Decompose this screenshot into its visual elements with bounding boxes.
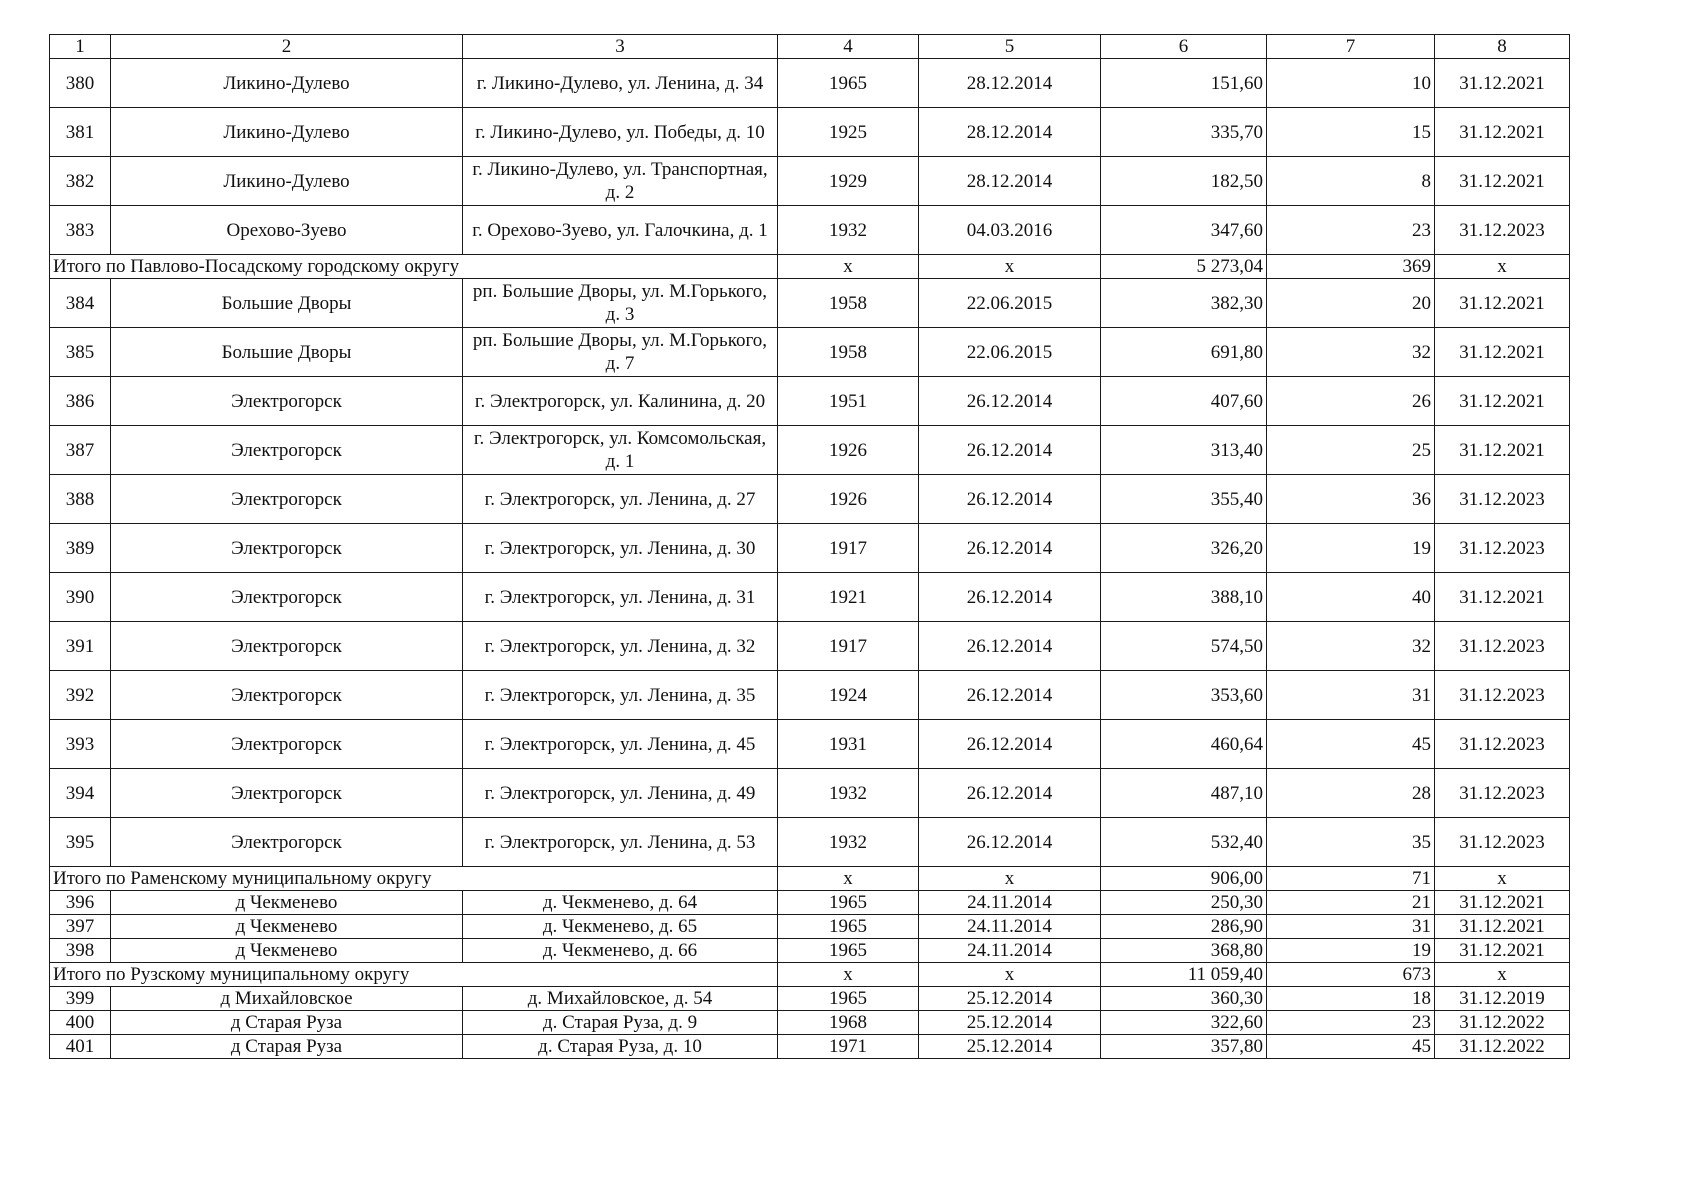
area-cell: 382,30 bbox=[1101, 279, 1267, 328]
subtotal-label: Итого по Рузскому муниципальному округу bbox=[50, 963, 778, 987]
area-cell: 357,80 bbox=[1101, 1035, 1267, 1059]
people-cell: 45 bbox=[1267, 720, 1435, 769]
subtotal-label: Итого по Павлово-Посадскому городскому округу bbox=[50, 255, 778, 279]
locality-cell: Электрогорск bbox=[111, 426, 463, 475]
address-cell: г. Электрогорск, ул. Ленина, д. 27 bbox=[463, 475, 778, 524]
deadline-cell: 31.12.2021 bbox=[1435, 426, 1570, 475]
people-cell: 31 bbox=[1267, 671, 1435, 720]
deadline-cell: 31.12.2023 bbox=[1435, 206, 1570, 255]
people-cell: 20 bbox=[1267, 279, 1435, 328]
subtotal-row bbox=[50, 963, 1570, 987]
table-row bbox=[50, 206, 1570, 255]
locality-cell: Электрогорск bbox=[111, 573, 463, 622]
row-number-cell: 399 bbox=[50, 987, 111, 1011]
table-row bbox=[50, 1035, 1570, 1059]
locality-cell: Электрогорск bbox=[111, 720, 463, 769]
date-cell: 26.12.2014 bbox=[919, 573, 1101, 622]
address-cell: г. Электрогорск, ул. Ленина, д. 35 bbox=[463, 671, 778, 720]
date-cell: 04.03.2016 bbox=[919, 206, 1101, 255]
table-row bbox=[50, 377, 1570, 426]
table-row bbox=[50, 59, 1570, 108]
year-cell: 1917 bbox=[778, 622, 919, 671]
row-number-cell: 401 bbox=[50, 1035, 111, 1059]
deadline-cell: х bbox=[1435, 867, 1570, 891]
locality-cell: Ликино-Дулево bbox=[111, 157, 463, 206]
area-cell: 335,70 bbox=[1101, 108, 1267, 157]
deadline-cell: 31.12.2021 bbox=[1435, 939, 1570, 963]
people-cell: 40 bbox=[1267, 573, 1435, 622]
locality-cell: Электрогорск bbox=[111, 524, 463, 573]
row-number-cell: 383 bbox=[50, 206, 111, 255]
row-number-cell: 394 bbox=[50, 769, 111, 818]
deadline-cell: 31.12.2019 bbox=[1435, 987, 1570, 1011]
table-row bbox=[50, 108, 1570, 157]
area-cell: 691,80 bbox=[1101, 328, 1267, 377]
row-number-cell: 389 bbox=[50, 524, 111, 573]
deadline-cell: 31.12.2021 bbox=[1435, 279, 1570, 328]
address-cell: д. Старая Руза, д. 9 bbox=[463, 1011, 778, 1035]
address-cell: г. Электрогорск, ул. Ленина, д. 53 bbox=[463, 818, 778, 867]
address-cell: г. Электрогорск, ул. Ленина, д. 30 bbox=[463, 524, 778, 573]
year-cell: 1932 bbox=[778, 769, 919, 818]
year-cell: 1965 bbox=[778, 891, 919, 915]
area-cell: 250,30 bbox=[1101, 891, 1267, 915]
area-cell: 286,90 bbox=[1101, 915, 1267, 939]
date-cell: 25.12.2014 bbox=[919, 987, 1101, 1011]
date-cell: 24.11.2014 bbox=[919, 891, 1101, 915]
row-number-cell: 388 bbox=[50, 475, 111, 524]
locality-cell: Большие Дворы bbox=[111, 279, 463, 328]
locality-cell: Ликино-Дулево bbox=[111, 108, 463, 157]
table-body bbox=[50, 35, 1570, 1059]
address-cell: г. Ликино-Дулево, ул. Транспортная, д. 2 bbox=[463, 157, 778, 206]
area-cell: 460,64 bbox=[1101, 720, 1267, 769]
table-row bbox=[50, 769, 1570, 818]
deadline-cell: 31.12.2023 bbox=[1435, 475, 1570, 524]
date-cell: 28.12.2014 bbox=[919, 108, 1101, 157]
deadline-cell: 31.12.2023 bbox=[1435, 671, 1570, 720]
year-cell: 1965 bbox=[778, 987, 919, 1011]
year-cell: 1924 bbox=[778, 671, 919, 720]
row-number-cell: 386 bbox=[50, 377, 111, 426]
date-cell: х bbox=[919, 255, 1101, 279]
year-cell: 1965 bbox=[778, 59, 919, 108]
address-cell: г. Электрогорск, ул. Ленина, д. 49 bbox=[463, 769, 778, 818]
people-cell: 23 bbox=[1267, 206, 1435, 255]
area-cell: 347,60 bbox=[1101, 206, 1267, 255]
deadline-cell: 31.12.2021 bbox=[1435, 108, 1570, 157]
area-cell: 360,30 bbox=[1101, 987, 1267, 1011]
year-cell: х bbox=[778, 255, 919, 279]
people-cell: 21 bbox=[1267, 891, 1435, 915]
address-cell: д. Чекменево, д. 64 bbox=[463, 891, 778, 915]
people-cell: 15 bbox=[1267, 108, 1435, 157]
table-row bbox=[50, 573, 1570, 622]
people-cell: 19 bbox=[1267, 939, 1435, 963]
area-cell: 906,00 bbox=[1101, 867, 1267, 891]
deadline-cell: 31.12.2021 bbox=[1435, 328, 1570, 377]
area-cell: 5 273,04 bbox=[1101, 255, 1267, 279]
date-cell: 24.11.2014 bbox=[919, 915, 1101, 939]
column-number-header: 7 bbox=[1267, 35, 1435, 59]
year-cell: х bbox=[778, 867, 919, 891]
people-cell: 673 bbox=[1267, 963, 1435, 987]
subtotal-label: Итого по Раменскому муниципальному округу bbox=[50, 867, 778, 891]
date-cell: 26.12.2014 bbox=[919, 377, 1101, 426]
housing-table bbox=[49, 34, 1570, 1059]
address-cell: г. Электрогорск, ул. Ленина, д. 32 bbox=[463, 622, 778, 671]
locality-cell: Электрогорск bbox=[111, 622, 463, 671]
date-cell: 26.12.2014 bbox=[919, 426, 1101, 475]
locality-cell: д Михайловское bbox=[111, 987, 463, 1011]
locality-cell: д Старая Руза bbox=[111, 1011, 463, 1035]
deadline-cell: 31.12.2022 bbox=[1435, 1011, 1570, 1035]
year-cell: 1926 bbox=[778, 426, 919, 475]
people-cell: 25 bbox=[1267, 426, 1435, 475]
year-cell: 1965 bbox=[778, 915, 919, 939]
date-cell: 26.12.2014 bbox=[919, 622, 1101, 671]
date-cell: 28.12.2014 bbox=[919, 157, 1101, 206]
locality-cell: Электрогорск bbox=[111, 475, 463, 524]
column-number-header-row bbox=[50, 35, 1570, 59]
people-cell: 36 bbox=[1267, 475, 1435, 524]
deadline-cell: х bbox=[1435, 255, 1570, 279]
year-cell: 1958 bbox=[778, 279, 919, 328]
people-cell: 18 bbox=[1267, 987, 1435, 1011]
date-cell: 25.12.2014 bbox=[919, 1035, 1101, 1059]
row-number-cell: 396 bbox=[50, 891, 111, 915]
row-number-cell: 398 bbox=[50, 939, 111, 963]
people-cell: 19 bbox=[1267, 524, 1435, 573]
deadline-cell: 31.12.2021 bbox=[1435, 891, 1570, 915]
date-cell: 22.06.2015 bbox=[919, 328, 1101, 377]
address-cell: д. Михайловское, д. 54 bbox=[463, 987, 778, 1011]
year-cell: 1917 bbox=[778, 524, 919, 573]
deadline-cell: 31.12.2023 bbox=[1435, 720, 1570, 769]
locality-cell: д Чекменево bbox=[111, 915, 463, 939]
table-row bbox=[50, 818, 1570, 867]
table-row bbox=[50, 475, 1570, 524]
deadline-cell: 31.12.2023 bbox=[1435, 524, 1570, 573]
row-number-cell: 384 bbox=[50, 279, 111, 328]
table-row bbox=[50, 915, 1570, 939]
date-cell: 25.12.2014 bbox=[919, 1011, 1101, 1035]
year-cell: 1958 bbox=[778, 328, 919, 377]
address-cell: г. Электрогорск, ул. Ленина, д. 45 bbox=[463, 720, 778, 769]
table-row bbox=[50, 939, 1570, 963]
table-row bbox=[50, 328, 1570, 377]
row-number-cell: 385 bbox=[50, 328, 111, 377]
people-cell: 8 bbox=[1267, 157, 1435, 206]
people-cell: 31 bbox=[1267, 915, 1435, 939]
locality-cell: д Старая Руза bbox=[111, 1035, 463, 1059]
row-number-cell: 387 bbox=[50, 426, 111, 475]
area-cell: 355,40 bbox=[1101, 475, 1267, 524]
date-cell: 24.11.2014 bbox=[919, 939, 1101, 963]
people-cell: 23 bbox=[1267, 1011, 1435, 1035]
row-number-cell: 380 bbox=[50, 59, 111, 108]
row-number-cell: 392 bbox=[50, 671, 111, 720]
year-cell: 1965 bbox=[778, 939, 919, 963]
table-row bbox=[50, 987, 1570, 1011]
area-cell: 574,50 bbox=[1101, 622, 1267, 671]
date-cell: 22.06.2015 bbox=[919, 279, 1101, 328]
column-number-header: 8 bbox=[1435, 35, 1570, 59]
locality-cell: Электрогорск bbox=[111, 818, 463, 867]
date-cell: 26.12.2014 bbox=[919, 475, 1101, 524]
deadline-cell: 31.12.2023 bbox=[1435, 622, 1570, 671]
year-cell: 1921 bbox=[778, 573, 919, 622]
deadline-cell: 31.12.2021 bbox=[1435, 157, 1570, 206]
column-number-header: 3 bbox=[463, 35, 778, 59]
deadline-cell: 31.12.2023 bbox=[1435, 769, 1570, 818]
date-cell: 26.12.2014 bbox=[919, 720, 1101, 769]
date-cell: 26.12.2014 bbox=[919, 524, 1101, 573]
table-row bbox=[50, 279, 1570, 328]
date-cell: х bbox=[919, 867, 1101, 891]
address-cell: д. Чекменево, д. 65 bbox=[463, 915, 778, 939]
date-cell: х bbox=[919, 963, 1101, 987]
address-cell: г. Ликино-Дулево, ул. Ленина, д. 34 bbox=[463, 59, 778, 108]
column-number-header: 1 bbox=[50, 35, 111, 59]
people-cell: 26 bbox=[1267, 377, 1435, 426]
area-cell: 388,10 bbox=[1101, 573, 1267, 622]
date-cell: 28.12.2014 bbox=[919, 59, 1101, 108]
deadline-cell: 31.12.2022 bbox=[1435, 1035, 1570, 1059]
area-cell: 151,60 bbox=[1101, 59, 1267, 108]
year-cell: 1932 bbox=[778, 206, 919, 255]
area-cell: 322,60 bbox=[1101, 1011, 1267, 1035]
column-number-header: 6 bbox=[1101, 35, 1267, 59]
locality-cell: Ликино-Дулево bbox=[111, 59, 463, 108]
subtotal-row bbox=[50, 867, 1570, 891]
row-number-cell: 395 bbox=[50, 818, 111, 867]
people-cell: 45 bbox=[1267, 1035, 1435, 1059]
area-cell: 407,60 bbox=[1101, 377, 1267, 426]
row-number-cell: 393 bbox=[50, 720, 111, 769]
people-cell: 71 bbox=[1267, 867, 1435, 891]
year-cell: х bbox=[778, 963, 919, 987]
area-cell: 313,40 bbox=[1101, 426, 1267, 475]
deadline-cell: 31.12.2023 bbox=[1435, 818, 1570, 867]
locality-cell: Электрогорск bbox=[111, 377, 463, 426]
area-cell: 182,50 bbox=[1101, 157, 1267, 206]
locality-cell: Электрогорск bbox=[111, 769, 463, 818]
people-cell: 369 bbox=[1267, 255, 1435, 279]
column-number-header: 2 bbox=[111, 35, 463, 59]
year-cell: 1925 bbox=[778, 108, 919, 157]
locality-cell: д Чекменево bbox=[111, 891, 463, 915]
deadline-cell: х bbox=[1435, 963, 1570, 987]
column-number-header: 5 bbox=[919, 35, 1101, 59]
table-row bbox=[50, 671, 1570, 720]
row-number-cell: 382 bbox=[50, 157, 111, 206]
year-cell: 1971 bbox=[778, 1035, 919, 1059]
area-cell: 487,10 bbox=[1101, 769, 1267, 818]
row-number-cell: 400 bbox=[50, 1011, 111, 1035]
locality-cell: Большие Дворы bbox=[111, 328, 463, 377]
row-number-cell: 381 bbox=[50, 108, 111, 157]
address-cell: рп. Большие Дворы, ул. М.Горького, д. 7 bbox=[463, 328, 778, 377]
row-number-cell: 391 bbox=[50, 622, 111, 671]
area-cell: 326,20 bbox=[1101, 524, 1267, 573]
people-cell: 10 bbox=[1267, 59, 1435, 108]
address-cell: г. Ликино-Дулево, ул. Победы, д. 10 bbox=[463, 108, 778, 157]
area-cell: 532,40 bbox=[1101, 818, 1267, 867]
address-cell: г. Электрогорск, ул. Калинина, д. 20 bbox=[463, 377, 778, 426]
people-cell: 35 bbox=[1267, 818, 1435, 867]
deadline-cell: 31.12.2021 bbox=[1435, 377, 1570, 426]
year-cell: 1951 bbox=[778, 377, 919, 426]
area-cell: 11 059,40 bbox=[1101, 963, 1267, 987]
year-cell: 1931 bbox=[778, 720, 919, 769]
area-cell: 368,80 bbox=[1101, 939, 1267, 963]
table-row bbox=[50, 720, 1570, 769]
table-row bbox=[50, 524, 1570, 573]
row-number-cell: 390 bbox=[50, 573, 111, 622]
table-row bbox=[50, 157, 1570, 206]
locality-cell: Электрогорск bbox=[111, 671, 463, 720]
locality-cell: д Чекменево bbox=[111, 939, 463, 963]
people-cell: 32 bbox=[1267, 622, 1435, 671]
table-row bbox=[50, 891, 1570, 915]
people-cell: 28 bbox=[1267, 769, 1435, 818]
row-number-cell: 397 bbox=[50, 915, 111, 939]
address-cell: г. Электрогорск, ул. Комсомольская, д. 1 bbox=[463, 426, 778, 475]
year-cell: 1929 bbox=[778, 157, 919, 206]
table-row bbox=[50, 426, 1570, 475]
address-cell: г. Электрогорск, ул. Ленина, д. 31 bbox=[463, 573, 778, 622]
deadline-cell: 31.12.2021 bbox=[1435, 573, 1570, 622]
deadline-cell: 31.12.2021 bbox=[1435, 59, 1570, 108]
year-cell: 1968 bbox=[778, 1011, 919, 1035]
date-cell: 26.12.2014 bbox=[919, 671, 1101, 720]
address-cell: д. Чекменево, д. 66 bbox=[463, 939, 778, 963]
year-cell: 1926 bbox=[778, 475, 919, 524]
year-cell: 1932 bbox=[778, 818, 919, 867]
locality-cell: Орехово-Зуево bbox=[111, 206, 463, 255]
column-number-header: 4 bbox=[778, 35, 919, 59]
deadline-cell: 31.12.2021 bbox=[1435, 915, 1570, 939]
address-cell: рп. Большие Дворы, ул. М.Горького, д. 3 bbox=[463, 279, 778, 328]
people-cell: 32 bbox=[1267, 328, 1435, 377]
subtotal-row bbox=[50, 255, 1570, 279]
table-row bbox=[50, 1011, 1570, 1035]
area-cell: 353,60 bbox=[1101, 671, 1267, 720]
date-cell: 26.12.2014 bbox=[919, 818, 1101, 867]
table-row bbox=[50, 622, 1570, 671]
address-cell: г. Орехово-Зуево, ул. Галочкина, д. 1 bbox=[463, 206, 778, 255]
date-cell: 26.12.2014 bbox=[919, 769, 1101, 818]
address-cell: д. Старая Руза, д. 10 bbox=[463, 1035, 778, 1059]
